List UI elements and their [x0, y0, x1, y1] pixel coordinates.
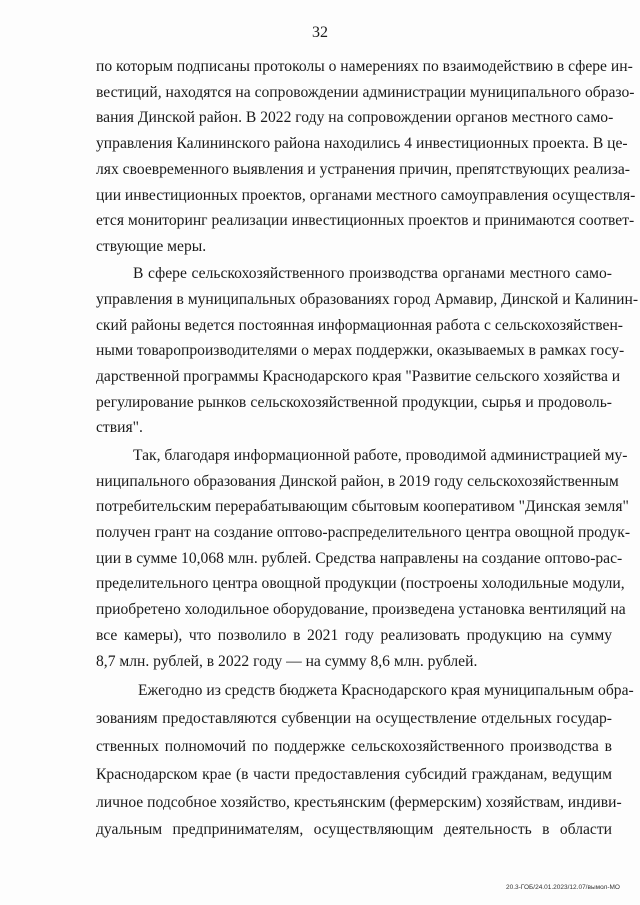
- text-line: вестиций, находятся на сопровождении администрации муниципального образо-: [96, 84, 635, 101]
- text-line: пределительного центра овощной продукции (построены холодильные модули,: [96, 575, 625, 592]
- text-line: управления Калининского района находились 4 инвестиционных проекта. В це-: [96, 135, 628, 152]
- text-line: получен грант на создание оптово-распределительного центра овощной продук-: [96, 524, 631, 541]
- document-footer-code: 20.3-ГОБ/24.01.2023/12.07/вымол-МО: [505, 884, 620, 891]
- text-line: вания Динской район. В 2022 году на сопровождении органов местного само-: [96, 109, 614, 126]
- text-line: ствия".: [96, 419, 143, 436]
- page-number: 32: [312, 24, 328, 41]
- text-line: ными товаропроизводителями о мерах поддержки, оказываемых в рамках госу-: [96, 342, 625, 359]
- text-line: дарственной программы Краснодарского края "Развитие сельского хозяйства и: [96, 368, 621, 385]
- text-line: Краснодарском крае (в части предоставления субсидий гражданам, ведущим: [96, 766, 612, 783]
- text-line: ниципального образования Динской район, в 2019 году сельскохозяйственным: [96, 473, 619, 490]
- text-line: ский районы ведется постоянная информационная работа с сельскохозяйствен-: [96, 317, 623, 334]
- text-line: все камеры), что позволило в 2021 году реализовать продукцию на сумму: [96, 627, 612, 644]
- text-line: личное подсобное хозяйство, крестьянским (фермерским) хозяйствам, индиви-: [96, 794, 622, 811]
- text-line: управления в муниципальных образованиях город Армавир, Динской и Калинин-: [96, 291, 639, 308]
- text-line: ции инвестиционных проектов, органами местного самоуправления осуществля-: [96, 187, 636, 204]
- text-line: Так, благодаря информационной работе, проводимой администрацией му-: [133, 447, 628, 464]
- text-line: регулирование рынков сельскохозяйственной продукции, сырья и продоволь-: [96, 394, 612, 411]
- text-line: ции в сумме 10,068 млн. рублей. Средства направлены на создание оптово-рас-: [96, 550, 623, 567]
- text-line: потребительским перерабатывающим сбытовым кооперативом "Динская земля": [96, 498, 629, 515]
- text-line: лях своевременного выявления и устранения причин, препятствующих реализа-: [96, 161, 630, 178]
- text-line: ется мониторинг реализации инвестиционных проектов и принимаются соответ-: [96, 212, 635, 229]
- text-line: ствующие меры.: [96, 238, 207, 255]
- text-line: дуальным предпринимателям, осуществляющим деятельность в области: [96, 821, 612, 838]
- text-line: Ежегодно из средств бюджета Краснодарского края муниципальным обра-: [138, 682, 634, 699]
- text-line: 8,7 млн. рублей, в 2022 году — на сумму 8,6 млн. рублей.: [96, 653, 478, 670]
- text-line: по которым подписаны протоколы о намерениях по взаимодействию в сфере ин-: [96, 58, 633, 75]
- text-line: ственных полномочий по поддержке сельскохозяйственного производства в: [96, 738, 612, 755]
- text-line: зованиям предоставляются субвенции на осуществление отдельных государ-: [96, 710, 612, 727]
- text-line: приобретено холодильное оборудование, произведена установка вентиляций на: [96, 601, 626, 618]
- text-line: В сфере сельскохозяйственного производства органами местного само-: [133, 265, 612, 282]
